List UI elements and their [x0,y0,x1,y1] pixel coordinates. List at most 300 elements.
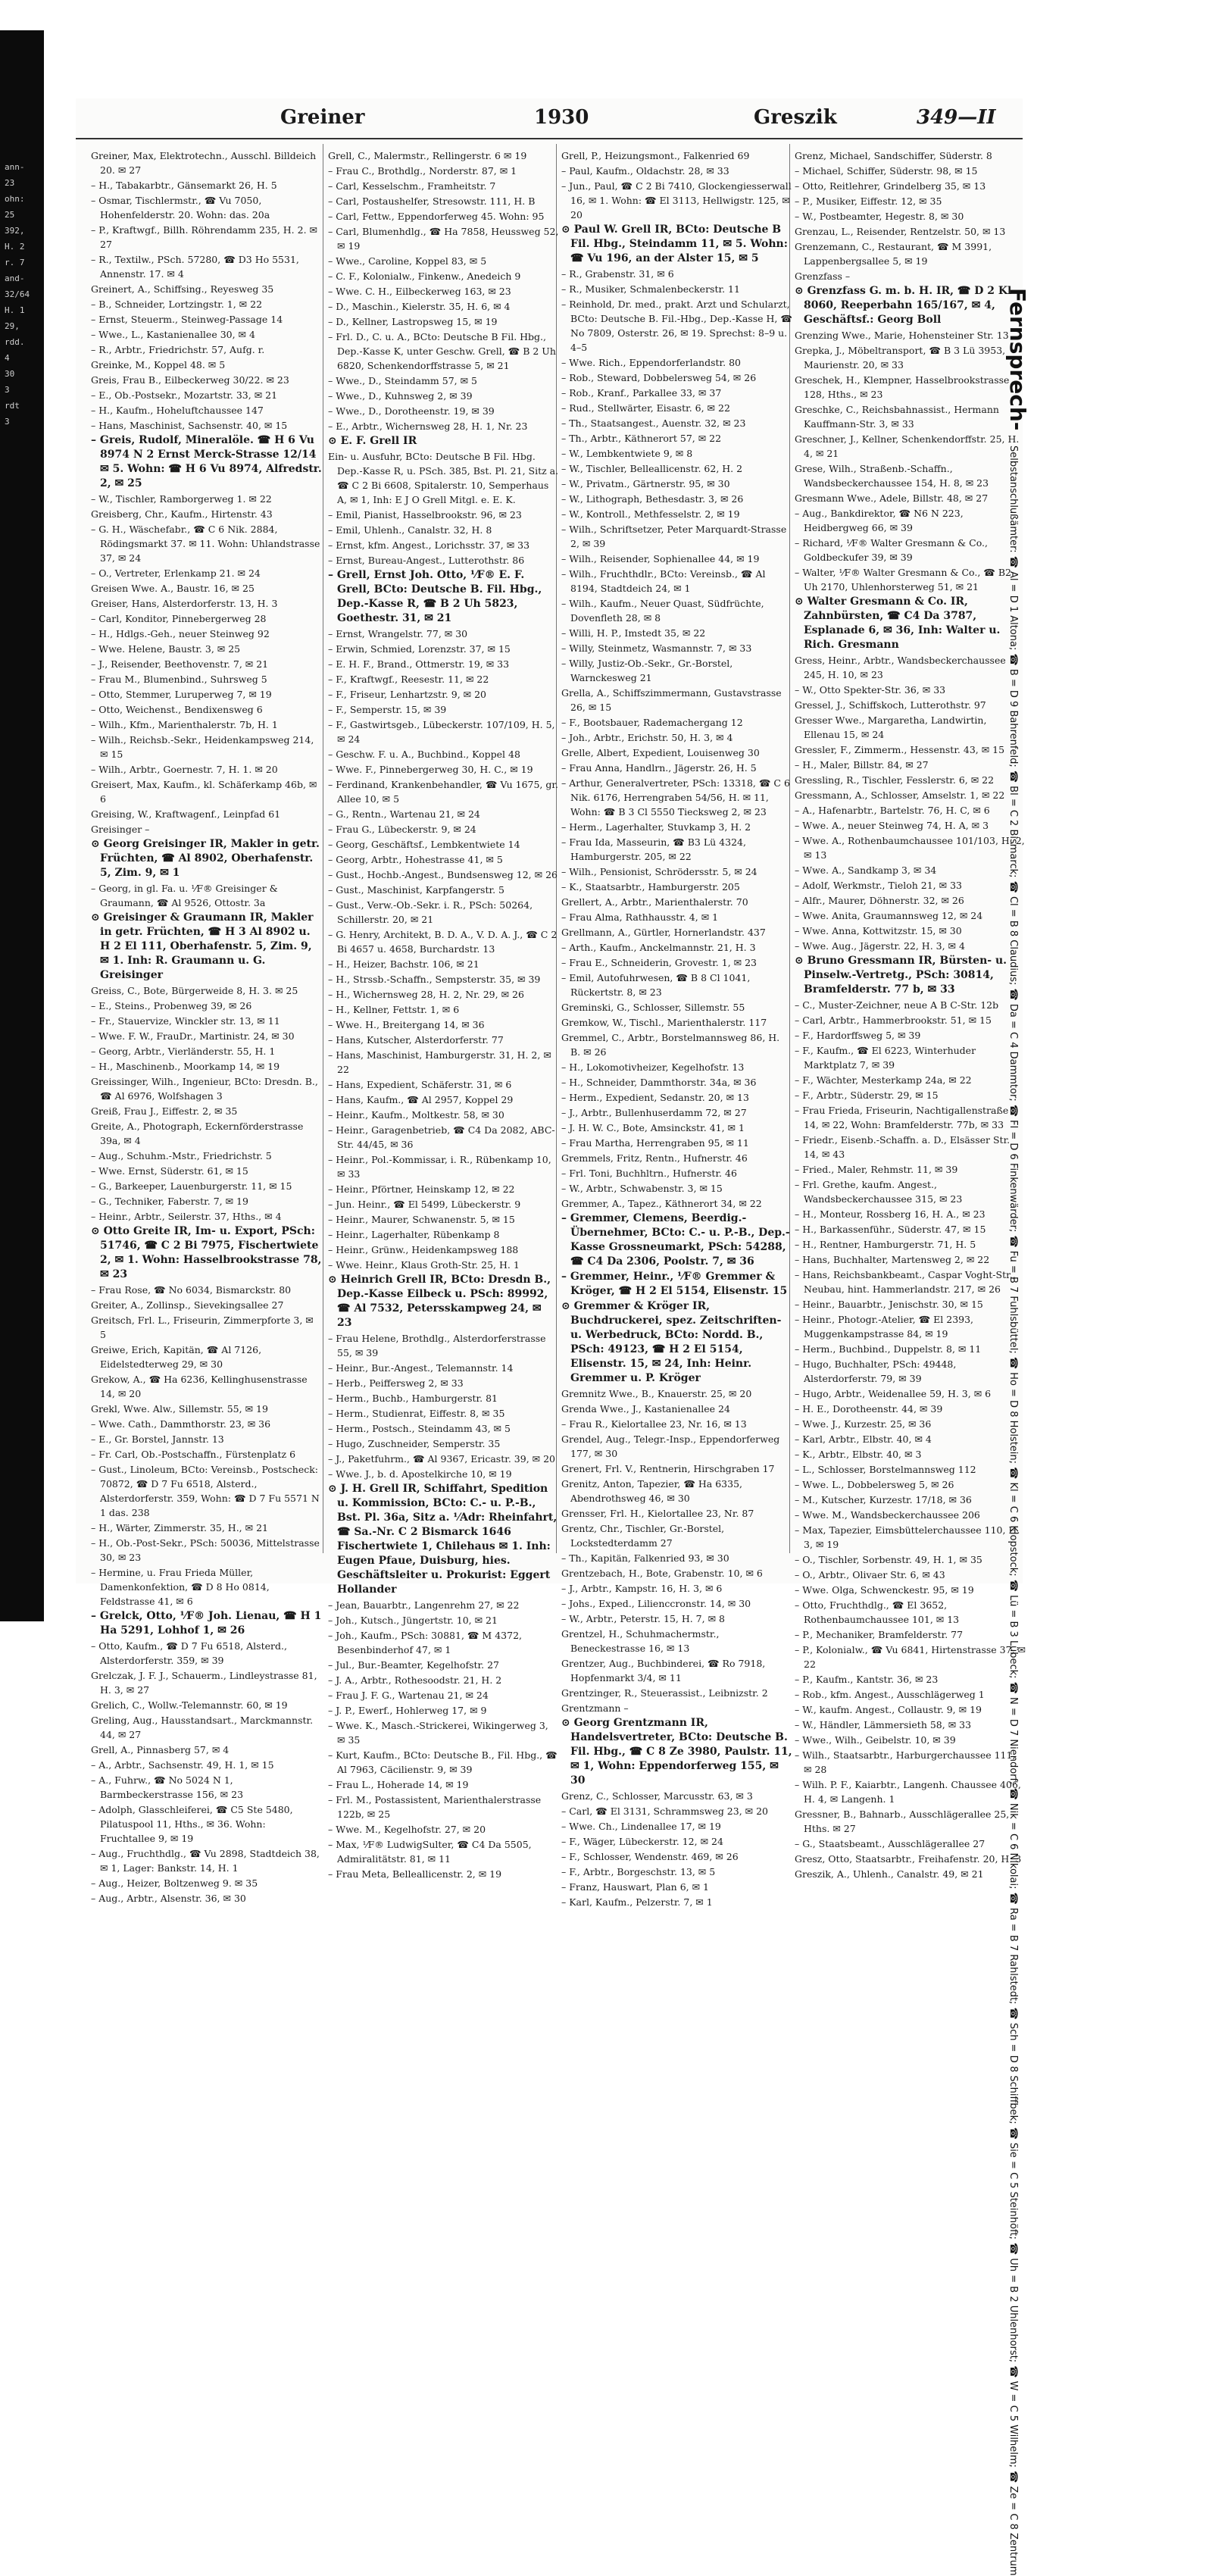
directory-entry: – Wwe. M., Kegelhofstr. 27, ✉ 20 [328,1824,486,1835]
directory-entry: – Hugo, Arbtr., Weidenallee 59, H. 3, ✉ 6 [795,1388,992,1399]
directory-entry: – Ernst, Steuerm., Steinweg-Passage 14 [91,314,283,325]
directory-entry: – J., Arbtr., Bullenhuserdamm 72, ✉ 27 [561,1107,747,1118]
directory-entry: Gremmer, A., Tapez., Käthnerort 34, ✉ 22 [561,1198,762,1209]
directory-entry: – Wwe. Anita, Graumannsweg 12, ✉ 24 [795,910,983,921]
directory-entry: – Gust., Hochb.-Angest., Bundsensweg 12, ✉ 26 [328,869,558,880]
directory-entry: – Heinr., Photogr.-Atelier, ☎ El 2393, Muggenkampstrasse 84, ✉ 19 [795,1314,974,1340]
directory-entry: – Wwe. A., neuer Steinweg 74, H. A, ✉ 3 [795,820,989,831]
directory-entry: – Otto, Reitlehrer, Grindelberg 35, ✉ 13 [795,180,986,192]
directory-entry: – G., Barkeeper, Lauenburgerstr. 11, ✉ 15 [91,1180,292,1192]
directory-entry: – R., Textilw., PSch. 57280, ☎ D3 Ho 5531, Annenstr. 17. ✉ 4 [91,254,299,280]
directory-entry: – Wwe. Heinr., Klaus Groth-Str. 25, H. 1 [328,1259,520,1271]
directory-entry: – Georg, in gl. Fa. u. ⅟F® Greisinger & Graumann, ☎ Al 9526, Ottostr. 3a [91,883,278,908]
directory-entry: Gressling, R., Tischler, Fesslerstr. 6, ✉ 22 [795,774,995,786]
directory-entry: – Heinr., Arbtr., Seilerstr. 37, Hths., ✉ 4 [91,1211,282,1222]
directory-entry: – Wwe., D., Dorotheenstr. 19, ✉ 39 [328,405,495,417]
directory-entry: ⊙ Otto Greite IR, Im- u. Export, PSch: 51746, ☎ C 2 Bi 7975, Fischertwiete 2, ✉ 1. Wohn: Hasselbrookstrasse 78, ✉ 23 [91,1225,322,1280]
directory-entry: – W., Händler, Lämmersieth 58, ✉ 33 [795,1719,972,1730]
directory-entry: – G., Rentn., Wartenau 21, ✉ 24 [328,808,480,820]
directory-entry: – Rud., Stellwärter, Eisastr. 6, ✉ 22 [561,402,730,414]
directory-entry: Grenert, Frl. V., Rentnerin, Hirschgraben 17 [561,1463,775,1474]
directory-entry: – Otto, Kaufm., ☎ D 7 Fu 6518, Alsterd., Alsterdorferstr. 359, ✉ 39 [91,1640,287,1666]
directory-entry: – Wilh., Pensionist, Schrödersstr. 5, ✉ 24 [561,866,758,877]
directory-entry: – Hans, Expedient, Schäferstr. 31, ✉ 6 [328,1079,512,1090]
directory-entry: Greminski, G., Schlosser, Sillemstr. 55 [561,1002,745,1013]
directory-entry: ⊙ Georg Greisinger IR, Makler in getr. Früchten, ☎ Al 8902, Oberhafenstr. 5, Zim. 9, ✉ 1 [91,838,320,879]
directory-entry: – Max, Tapezier, Eimsbüttelerchaussee 110, H. 3, ✉ 19 [795,1524,1020,1550]
directory-entry: – Herm., Postsch., Steindamm 43, ✉ 5 [328,1423,511,1434]
directory-entry: – Erwin, Schmied, Lorenzstr. 37, ✉ 15 [328,643,511,655]
directory-entry: – Hans, Reichsbankbeamt., Caspar Voght-Str., Neubau, hint. Hammerlandstr. 217, ✉ 26 [795,1269,1016,1295]
directory-entry: – W., Arbtr., Peterstr. 15, H. 7, ✉ 8 [561,1613,725,1624]
directory-entry: – Gremmer, Heinr., ⅟F® Gremmer & Kröger, ☎ H 2 El 5154, Elisenstr. 15 [561,1271,788,1297]
directory-entry: – Frl. D., C. u. A., BCto: Deutsche B Fil. Hbg., Dep.-Kasse K, unter Geschw. Grell, ☎ B 2 Uh 6820, Schenkendorffstrasse 5, ✉ 21 [328,331,556,371]
directory-entry: – F., Kraftwgf., Reesestr. 11, ✉ 22 [328,674,489,685]
directory-entry: – Rob., Kranf., Parkallee 33, ✉ 37 [561,387,722,399]
directory-entry: – Heinr., Maurer, Schwanenstr. 5, ✉ 15 [328,1214,515,1225]
directory-entry: – Joh., Arbtr., Erichstr. 50, H. 3, ✉ 4 [561,732,733,743]
directory-entry: – P., Kraftwgf., Billh. Röhrendamm 235, H. 2. ✉ 27 [91,224,317,250]
directory-entry: – Frau C., Brothdlg., Norderstr. 87, ✉ 1 [328,165,517,177]
directory-entry: – Frau Ida, Masseurin, ☎ B3 Lü 4324, Hamburgerstr. 205, ✉ 22 [561,836,746,862]
directory-entry: – Heinr., Pförtner, Heinskamp 12, ✉ 22 [328,1183,515,1195]
directory-entry: – Herm., Lagerhalter, Stuvkamp 3, H. 2 [561,821,751,833]
directory-entry: – Georg, Geschäftsf., Lembkentwiete 14 [328,839,520,850]
directory-entry: Greitsch, Frl. L., Friseurin, Zimmerpforte 3, ✉ 5 [91,1315,314,1340]
directory-entry: – Gremmer, Clemens, Beerdig.-Übernehmer, BCto: C.- u. P.-B., Dep.-Kasse Grossneumarkt, PSch: 54288, ☎ C4 Da 2306, Poolstr. 7, ✉ 36 [561,1212,790,1268]
directory-entry: – Ernst, Bureau-Angest., Lutterothstr. 86 [328,555,525,566]
directory-entry: Grendel, Aug., Telegr.-Insp., Eppendorferweg 177, ✉ 30 [561,1433,780,1459]
directory-entry: – Wwe., L., Kastanienallee 30, ✉ 4 [91,329,255,340]
header-page-number: 349—II [917,106,996,129]
directory-entry: – P., Musiker, Eiffestr. 12, ✉ 35 [795,195,942,207]
directory-entry: – Ernst, Wrangelstr. 77, ✉ 30 [328,628,468,639]
directory-entry: – Jul., Bur.-Beamter, Kegelhofstr. 27 [328,1659,499,1671]
directory-entry: Grellert, A., Arbtr., Marienthalerstr. 70 [561,896,748,908]
directory-entry: Greis, Frau B., Eilbeckerweg 30/22. ✉ 23 [91,374,289,386]
directory-entry: – F., Arbtr., Süderstr. 29, ✉ 15 [795,1089,939,1101]
column-1 [91,148,322,1904]
directory-entry: – Wwe., D., Steindamm 57, ✉ 5 [328,375,478,386]
directory-entry: – Th., Kapitän, Falkenried 93, ✉ 30 [561,1552,729,1564]
directory-entry: – Carl, Arbtr., Hammerbrookstr. 51, ✉ 15 [795,1014,992,1026]
directory-entry: – Hugo, Zuschneider, Semperstr. 35 [328,1438,501,1449]
directory-entry: Grepka, J., Möbeltransport, ☎ B 3 Lü 3953, Maurienstr. 20, ✉ 33 [795,345,1006,370]
directory-entry: Greschner, J., Kellner, Schenkendorffstr. 25, H. 4, ✉ 21 [795,433,1020,459]
directory-entry: – Hugo, Buchhalter, PSch: 49448, Alsterdorferstr. 79, ✉ 39 [795,1358,957,1384]
directory-entry: – E., Ob.-Postsekr., Mozartstr. 33, ✉ 21 [91,389,278,401]
directory-entry: – Wwe. Cath., Dammthorstr. 23, ✉ 36 [91,1418,271,1430]
directory-entry: – M., Kutscher, Kurzestr. 17/18, ✉ 36 [795,1494,972,1505]
directory-entry: Grenzfass – [795,270,851,282]
directory-entry: – J. H. W. C., Bote, Amsinckstr. 41, ✉ 1 [561,1122,745,1133]
directory-entry: – K., Staatsarbtr., Hamburgerstr. 205 [561,881,740,893]
directory-entry: – D., Kellner, Lastropsweg 15, ✉ 19 [328,316,498,327]
directory-entry: – G. Henry, Architekt, B. D. A., V. D. A. J., ☎ C 2 Bi 4657 u. 4658, Burchardstr. 13 [328,929,558,955]
directory-entry: Greiter, A., Zollinsp., Sievekingsallee 27 [91,1299,284,1311]
directory-entry: – Frau Meta, Belleallicenstr. 2, ✉ 19 [328,1868,502,1880]
directory-entry: Grenda Wwe., J., Kastanienallee 24 [561,1403,730,1415]
directory-entry: Greiß, Frau J., Eiffestr. 2, ✉ 35 [91,1105,238,1117]
directory-entry: – Hans, Maschinist, Hamburgerstr. 31, H. 2, ✉ 22 [328,1049,551,1075]
directory-entry: Greisen Wwe. A., Baustr. 16, ✉ 25 [91,583,255,594]
directory-entry: – F., Gastwirtsgeb., Lübeckerstr. 107/109, H. 5, ✉ 24 [328,719,555,745]
directory-entry: – Joh., Kutsch., Jüngertstr. 10, ✉ 21 [328,1615,498,1626]
directory-entry: – H., Schneider, Dammthorstr. 34a, ✉ 36 [561,1077,757,1088]
directory-entry: – Wilh. P. F., Kaiarbtr., Langenh. Chaussee 406, H. 4, ✉ Langenh. 1 [795,1779,1021,1805]
directory-entry: ⊙ Bruno Gressmann IR, Bürsten- u. Pinselw.-Vertretg., PSch: 30814, Bramfelderstr. 77 b, ✉ 33 [795,955,1007,996]
directory-entry: – H., Wichernsweg 28, H. 2, Nr. 29, ✉ 26 [328,989,524,1000]
directory-entry: Ein- u. Ausfuhr, BCto: Deutsche B Fil. Hbg. Dep.-Kasse R, u. PSch. 385, Bst. Pl. 21, Sitz a. ☎ C 2 Bi 6608, Spitalerstr. 10, Semperhaus A, ✉ 1, Inh: E J O Grell Mitgl. e. E. K. [328,451,559,505]
directory-entry: – R., Arbtr., Friedrichstr. 57, Aufg. r. [91,344,265,355]
directory-entry: – G., Staatsbeamt., Ausschlägerallee 27 [795,1838,986,1849]
directory-entry: – Frl. M., Postassistent, Marienthalerstrasse 122b, ✉ 25 [328,1794,542,1820]
directory-entry: – Aug., Schuhm.-Mstr., Friedrichstr. 5 [91,1150,272,1161]
directory-entry: – Frau E., Schneiderin, Grovestr. 1, ✉ 23 [561,957,758,968]
directory-entry: – J. P., Ewerf., Hohlerweg 17, ✉ 9 [328,1705,487,1716]
directory-entry: Greite, A., Photograph, Eckernförderstrasse 39a, ✉ 4 [91,1121,304,1146]
directory-entry: Grellmann, A., Gürtler, Hornerlandstr. 437 [561,927,766,938]
directory-entry: Grenitz, Anton, Tapezier, ☎ Ha 6335, Abendrothsweg 46, ✉ 30 [561,1478,742,1504]
directory-entry: – Carl, Blumenhdlg., ☎ Ha 7858, Heussweg 52, ✉ 19 [328,226,559,252]
directory-entry: – Frau J. F. G., Wartenau 21, ✉ 24 [328,1690,489,1701]
directory-entry: – Jun., Paul, ☎ C 2 Bi 7410, Glockengiesserwall 16, ✉ 1. Wohn: ☎ El 3113, Hellwigstr. 125, ✉ 20 [561,180,792,220]
directory-entry: – F., Hardorffsweg 5, ✉ 39 [795,1030,921,1041]
directory-entry: Grensser, Frl. H., Kielortallee 23, Nr. 87 [561,1508,754,1519]
directory-entry: Gressel, J., Schiffskoch, Lutterothstr. 97 [795,699,986,711]
directory-entry: – Karl, Arbtr., Elbstr. 40, ✉ 4 [795,1433,932,1445]
directory-entry: – Arth., Kaufm., Anckelmannstr. 21, H. 3 [561,942,756,953]
directory-entry: – Heinr., Garagenbetrieb, ☎ C4 Da 2082, ABC-Str. 44/45, ✉ 36 [328,1124,555,1150]
directory-entry: – Reinhold, Dr. med., prakt. Arzt und Schularzt, BCto: Deutsche B. Fil.-Hbg., Dep.-Kasse H, ☎ No 7809, Osterstr. 26, ✉ 19. Sprechst: 8–9 u. 4–5 [561,299,792,353]
directory-entry: – Frau Frieda, Friseurin, Nachtigallenstraße 14, ✉ 22, Wohn: Bramfelderstr. 77b, ✉ 33 [795,1105,1009,1130]
directory-entry: Greissinger, Wilh., Ingenieur, BCto: Dresdn. B., ☎ Al 6976, Wolfshagen 3 [91,1076,318,1102]
directory-entry: Grelle, Albert, Expedient, Louisenweg 30 [561,747,760,758]
header-rule [76,138,1023,139]
directory-entry: – H., Rentner, Hamburgerstr. 71, H. 5 [795,1239,976,1250]
directory-entry: – Gust., Maschinist, Karpfangerstr. 5 [328,884,504,896]
directory-entry: – Wwe., D., Kuhnsweg 2, ✉ 39 [328,390,473,402]
directory-entry: Grella, A., Schiffszimmermann, Gustavstrasse 26, ✉ 15 [561,687,782,713]
directory-entry: ⊙ Gremmer & Kröger IR, Buchdruckerei, spez. Zeitschriften- u. Werbedruck, BCto: Nordd. B., PSch: 49123, ☎ H 2 El 5154, Elisenstr. 15, ✉ 24, Inh: Heinr. Gremmer u. P. Kröger [561,1300,782,1384]
directory-entry: – Alfr., Maurer, Döhnerstr. 32, ✉ 26 [795,895,964,906]
directory-entry: – F., Kaufm., ☎ El 6223, Winterhuder Marktplatz 7, ✉ 39 [795,1045,976,1071]
directory-entry: – E. H. F., Brand., Ottmerstr. 19, ✉ 33 [328,658,510,670]
directory-entry: – Adolf, Werkmstr., Tieloh 21, ✉ 33 [795,880,962,891]
directory-entry: – Wwe. Aug., Jägerstr. 22, H. 3, ✉ 4 [795,940,965,952]
directory-entry: – H., Lokomotivheizer, Kegelhofstr. 13 [561,1061,745,1073]
directory-entry: – W., Postbeamter, Hegestr. 8, ✉ 30 [795,211,964,222]
directory-entry: – H., Kaufm., Hoheluftchaussee 147 [91,405,264,416]
directory-entry: – Heinr., Pol.-Kommissar, i. R., Rübenkamp 10, ✉ 33 [328,1154,551,1180]
directory-entry: – Grelck, Otto, ⅟F® Joh. Lienau, ☎ H 1 Ha 5291, Lohhof 1, ✉ 26 [91,1610,322,1637]
directory-entry: – Wwe. L., Dobbelersweg 5, ✉ 26 [795,1479,954,1490]
directory-entry: – Ernst, kfm. Angest., Lorichsstr. 37, ✉ 33 [328,539,530,551]
directory-entry: – Heinr., Bauarbtr., Jenischstr. 30, ✉ 15 [795,1299,983,1310]
directory-entry: – Emil, Uhlenh., Canalstr. 32, H. 8 [328,524,492,536]
directory-entry: – Wilh., Arbtr., Goernestr. 7, H. 1. ✉ 20 [91,764,278,775]
directory-entry: Greinert, A., Schiffsing., Reyesweg 35 [91,283,274,295]
directory-entry: – W., Otto Spekter-Str. 36, ✉ 33 [795,684,946,696]
directory-entry: – K., Arbtr., Elbstr. 40, ✉ 3 [795,1449,922,1460]
directory-entry: Grenzemann, C., Restaurant, ☎ M 3991, Lappenbergsallee 5, ✉ 19 [795,241,992,267]
directory-entry: Gressmann, A., Schlosser, Amselstr. 1, ✉ 22 [795,789,1005,801]
directory-entry: – Carl, Postaushelfer, Stresowstr. 111, H. B [328,195,536,207]
directory-entry: – Franz, Hauswart, Plan 6, ✉ 1 [561,1881,710,1893]
directory-entry: Grenzing Wwe., Marie, Hohensteiner Str. 13 [795,330,1009,341]
directory-entry: – H., Maschinenb., Moorkamp 14, ✉ 19 [91,1061,280,1072]
directory-entry: – Michael, Schiffer, Süderstr. 98, ✉ 15 [795,165,978,177]
directory-entry: Greisinger – [91,824,150,835]
directory-entry: Greszik, A., Uhlenh., Canalstr. 49, ✉ 21 [795,1868,984,1880]
directory-entry: – Willy, Justiz-Ob.-Sekr., Gr.-Borstel, Warnckesweg 21 [561,658,733,683]
directory-entry: Grenz, C., Schlosser, Marcusstr. 63, ✉ 3 [561,1790,753,1802]
directory-entry: Gremkow, W., Tischl., Marienthalerstr. 117 [561,1017,767,1028]
directory-entry: Grelczak, J. F. J., Schauerm., Lindleystrasse 81, H. 3, ✉ 27 [91,1670,317,1696]
directory-entry: – Arthur, Generalvertreter, PSch: 13318, ☎ C 6 Nik. 6176, Herrengraben 54/56, H. ✉ 11, Wohn: ☎ B 3 Cl 5550 Tiecksweg 2, ✉ 23 [561,777,790,818]
directory-entry: Grentzer, Aug., Buchbinderei, ☎ Ro 7918, Hopfenmarkt 3/4, ✉ 11 [561,1658,766,1683]
directory-entry: Gresz, Otto, Staatsarbtr., Freihafenstr. 20, H. 3 [795,1853,1022,1865]
directory-entry: – Johs., Exped., Lilienccronstr. 14, ✉ 30 [561,1598,751,1609]
column-2 [328,148,559,1880]
directory-entry: – Frau R., Kielortallee 23, Nr. 16, ✉ 13 [561,1418,747,1430]
directory-entry: – O., Tischler, Sorbenstr. 49, H. 1, ✉ 35 [795,1554,982,1565]
directory-entry: Grell, P., Heizungsmont., Falkenried 69 [561,150,750,161]
directory-entry: – Wwe. H., Breitergang 14, ✉ 36 [328,1019,485,1030]
directory-entry: Grentzel, H., Schuhmachermstr., Beneckestrasse 16, ✉ 13 [561,1628,720,1654]
directory-entry: Grelich, C., Wollw.-Telemannstr. 60, ✉ 19 [91,1699,288,1711]
directory-entry: – Otto, Weichenst., Bendixensweg 6 [91,704,263,715]
directory-entry: Greising, W., Kraftwagenf., Leinpfad 61 [91,808,281,820]
directory-entry: – Th., Staatsangest., Auenstr. 32, ✉ 23 [561,417,746,429]
directory-entry: – F., Arbtr., Borgeschstr. 13, ✉ 5 [561,1866,716,1877]
directory-entry: Greiser, Hans, Alsterdorferstr. 13, H. 3 [91,598,278,609]
directory-entry: Greschek, H., Klempner, Hasselbrookstrasse 128, Hths., ✉ 23 [795,374,1010,400]
directory-entry: Gressler, F., Zimmerm., Hessenstr. 43, ✉ 15 [795,744,1005,755]
directory-entry: – Willy, Steinmetz, Wasmannstr. 7, ✉ 33 [561,642,752,654]
page-header [76,106,1023,136]
directory-entry: – Max, ⅟F® LudwigSulter, ☎ C4 Da 5505, Admiralitätstr. 81, ✉ 11 [328,1839,532,1865]
directory-entry: – Wilh., Schriftsetzer, Peter Marquardt-Strasse 2, ✉ 39 [561,524,787,549]
directory-entry: – Wwe. Helene, Baustr. 3, ✉ 25 [91,643,241,655]
directory-entry: – W., Kontroll., Methfesselstr. 2, ✉ 19 [561,508,740,520]
directory-entry: – Wwe. Anna, Kottwitzstr. 15, ✉ 30 [795,925,962,936]
directory-entry: ⊙ Paul W. Grell IR, BCto: Deutsche B Fil. Hbg., Steindamm 11, ✉ 5. Wohn: ☎ Vu 196, an der Alster 15, ✉ 5 [561,224,788,264]
directory-entry: ⊙ Walter Gresmann & Co. IR, Zahnbürsten, ☎ C4 Da 3787, Esplanade 6, ✉ 36, Inh: Walter u. Rich. Gresmann [795,596,1001,651]
directory-entry: – P., Kaufm., Kantstr. 36, ✉ 23 [795,1674,939,1685]
directory-entry: – Kurt, Kaufm., BCto: Deutsche B., Fil. Hbg., ☎ Al 7963, Cäcilienstr. 9, ✉ 39 [328,1749,558,1775]
directory-entry: – Friedr., Eisenb.-Schaffn. a. D., Elsässer Str. 14, ✉ 43 [795,1134,1011,1160]
directory-entry: – G. H., Wäschefabr., ☎ C 6 Nik. 2884, Rödingsmarkt 37. ✉ 11. Wohn: Uhlandstrasse 37, ✉ 24 [91,524,320,564]
directory-entry: – Th., Arbtr., Käthnerort 57, ✉ 22 [561,433,722,444]
adjacent-page-edge [0,30,44,1621]
directory-entry: – Wilh., Kfm., Marienthalerstr. 7b, H. 1 [91,719,278,730]
directory-entry: – O., Vertreter, Erlenkamp 21. ✉ 24 [91,567,261,579]
directory-entry: Grese, Wilh., Straßenb.-Schaffn., Wandsbeckerchaussee 154, H. 8, ✉ 23 [795,463,989,489]
adjacent-page-text: ann- 23 ohn: 25 392, H. 2 r. 7 and- 32/64 H. 1 29, rdd. 4 30 3 rdt 3 [5,162,30,427]
directory-entry: – B., Schneider, Lortzingstr. 1, ✉ 22 [91,299,263,310]
directory-entry: Greisert, Max, Kaufm., kl. Schäferkamp 46b, ✉ 6 [91,779,317,805]
directory-entry: – Heinr., Bur.-Angest., Telemannstr. 14 [328,1362,514,1374]
directory-entry: – Wwe. C. H., Eilbeckerweg 163, ✉ 23 [328,286,511,297]
side-title: Fernsprech- [1005,288,1030,431]
directory-entry: – Wwe. Ernst, Süderstr. 61, ✉ 15 [91,1165,248,1177]
directory-entry: – R., Musiker, Schmalenbeckerstr. 11 [561,283,740,295]
directory-entry: – H., Kellner, Fettstr. 1, ✉ 6 [328,1004,460,1015]
directory-entry: – Wwe. A., Rothenbaumchaussee 101/103, H. 2, ✉ 13 [795,835,1025,861]
directory-entry: Greiss, C., Bote, Bürgerweide 8, H. 3. ✉ 25 [91,985,298,996]
directory-entry: – Gust., Verw.-Ob.-Sekr. i. R., PSch: 50264, Schillerstr. 20, ✉ 21 [328,899,533,925]
directory-entry: – W., Privatm., Gärtnerstr. 95, ✉ 30 [561,478,730,489]
directory-entry: – Frau Anna, Handlrn., Jägerstr. 26, H. 5 [561,762,757,774]
directory-entry: Grenzau, L., Reisender, Rentzelstr. 50, ✉ 13 [795,226,1006,237]
directory-entry: – Emil, Autofuhrwesen, ☎ B 8 Cl 1041, Rückertstr. 8, ✉ 23 [561,972,751,998]
directory-entry: – Wwe., Wilh., Geibelstr. 10, ✉ 39 [795,1734,956,1746]
directory-entry: – Paul, Kaufm., Oldachstr. 28, ✉ 33 [561,165,729,177]
directory-entry: Gresmann Wwe., Adele, Billstr. 48, ✉ 27 [795,492,989,504]
directory-entry: – Karl, Kaufm., Pelzerstr. 7, ✉ 1 [561,1896,713,1908]
directory-entry: – Herm., Buchb., Hamburgerstr. 81 [328,1393,498,1404]
directory-entry: – L., Schlosser, Borstelmannsweg 112 [795,1464,976,1475]
directory-entry: – Walter, ⅟F® Walter Gresmann & Co., ☎ B2 Uh 2170, Uhlenhorsterweg 51, ✉ 21 [795,567,1011,592]
directory-entry: Greschke, C., Reichsbahnassist., Hermann Kauffmann-Str. 3, ✉ 33 [795,404,999,430]
directory-entry: Grentzinger, R., Steuerassist., Leibnizstr. 2 [561,1687,768,1699]
directory-entry: Grentzmann – [561,1702,629,1714]
side-exchange-list: Selbstanschlußämter: ☎ Al = D 1 Altona; ☎ B = D 9 Bahrenfeld; ☎ Bl = C 2 Bismarck; ☎ Cl = B 8 Claudius; ☎ Da = C 4 Dammtor; ☎ Fl = D 6 Finkenwärder; ☎ Fu = B 7 Fuhlsbüttel; ☎ Ho = D 8 Holstein; ☎ Kl = C 6 Klopstock; ☎ Lü = B 3 Lübeck; ☎ N = D 7 Niendorf; ☎ Nik = C 6 Nikolai; ☎ Ra = B 7 Rahlstedt; ☎ Sch = D 8 Schiffbek; ☎ Sie = C 5 Steinhöft; ☎ Uh = B 2 Uhlenhorst; ☎ W = C 5 Wilhelm; ☎ Ze = C 8 Zentrum [1007,445,1019,2576]
directory-entry: – Frau M., Blumenbind., Suhrsweg 5 [91,674,267,685]
directory-entry: – Carl, Kesselschm., Framheitstr. 7 [328,180,496,192]
directory-entry: – Greis, Rudolf, Mineralöle. ☎ H 6 Vu 8974 N 2 Ernst Merck-Strasse 12/14 ✉ 5. Wohn: ☎ H 6 Vu 8974, Alfredstr. 2, ✉ 25 [91,434,322,489]
directory-entry: – O., Arbtr., Olivaer Str. 6, ✉ 43 [795,1569,945,1580]
directory-entry: ⊙ Heinrich Grell IR, BCto: Dresdn B., Dep.-Kasse Eilbeck u. PSch: 89992, ☎ Al 7532, Petersskampweg 24, ✉ 23 [328,1274,551,1329]
directory-entry: Greinke, M., Koppel 48. ✉ 5 [91,359,226,370]
directory-entry: – H., Tabakarbtr., Gänsemarkt 26, H. 5 [91,180,277,191]
directory-entry: Greling, Aug., Hausstandsart., Marckmannstr. 44, ✉ 27 [91,1715,314,1740]
directory-entry: – Jean, Bauarbtr., Langenrehm 27, ✉ 22 [328,1599,520,1611]
directory-entry: – J., Reisender, Beethovenstr. 7, ✉ 21 [91,658,269,670]
directory-entry: – Wilh., Staatsarbtr., Harburgerchaussee 111, ✉ 28 [795,1749,1016,1775]
directory-entry: – Frau G., Lübeckerstr. 9, ✉ 24 [328,824,476,835]
directory-entry: – E., Gr. Borstel, Jannstr. 13 [91,1433,224,1445]
directory-entry: Gremmel, C., Arbtr., Borstelmannsweg 86, H. B. ✉ 26 [561,1032,780,1058]
directory-entry: – H., Ob.-Post-Sekr., PSch: 50036, Mittelstrasse 30, ✉ 23 [91,1537,320,1563]
directory-entry: ⊙ Grenzfass G. m. b. H. IR, ☎ D 2 Kl 8060, Reeperbahn 165/167, ✉ 4, Geschäftsf.: Georg Boll [795,285,1012,326]
directory-entry: – Georg, Arbtr., Vierländerstr. 55, H. 1 [91,1046,276,1057]
directory-entry: Gress, Heinr., Arbtr., Wandsbeckerchaussee 245, H. 10, ✉ 23 [795,655,1006,680]
directory-entry: Gresser Wwe., Margaretha, Landwirtin, Ellenau 15, ✉ 24 [795,714,987,740]
directory-entry: – Frau Martha, Herrengraben 95, ✉ 11 [561,1137,749,1149]
directory-entry: – H., Barkassenführ., Süderstr. 47, ✉ 15 [795,1224,986,1235]
directory-entry: – Frau Rose, ☎ No 6034, Bismarckstr. 80 [91,1284,292,1296]
directory-entry: – Wwe. Olga, Schwenckestr. 95, ✉ 19 [795,1584,974,1596]
directory-entry: – Aug., Fruchthdlg., ☎ Vu 2898, Stadtdeich 38, ✉ 1, Lager: Bankstr. 14, H. 1 [91,1848,320,1874]
directory-entry: – Hermine, u. Frau Frieda Müller, Damenkonfektion, ☎ D 8 Ho 0814, Feldstrasse 41, ✉ 6 [91,1567,270,1607]
directory-entry: – A., Hafenarbtr., Bartelstr. 76, H. C, ✉ 6 [795,805,990,816]
directory-entry: – Hans, Maschinist, Sachsenstr. 40, ✉ 15 [91,420,288,431]
directory-entry: Gremnitz Wwe., B., Knauerstr. 25, ✉ 20 [561,1388,752,1399]
directory-entry: – Jun. Heinr., ☎ El 5499, Lübeckerstr. 9 [328,1199,521,1210]
directory-entry: – Wwe. F., Pinnebergerweg 30, H. C., ✉ 19 [328,764,533,775]
directory-entry: – P., Kolonialw., ☎ Vu 6841, Hirtenstrasse 37, ✉ 22 [795,1644,1026,1670]
directory-entry: – J., Paketfuhrm., ☎ Al 9367, Ericastr. 39, ✉ 20 [328,1453,555,1465]
directory-entry: – Frau Alma, Rathhausstr. 4, ✉ 1 [561,911,719,923]
directory-entry: – Wwe. F. W., FrauDr., Martinistr. 24, ✉ 30 [91,1030,295,1042]
directory-entry: – Carl, Fettw., Eppendorferweg 45. Wohn: 95 [328,211,545,222]
directory-entry: – Wwe. K., Masch.-Strickerei, Wikingerweg 3, ✉ 35 [328,1720,548,1746]
directory-entry: – Wilh., Reisender, Sophienallee 44, ✉ 19 [561,553,760,564]
directory-entry: – Joh., Kaufm., PSch: 30881, ☎ M 4372, Besenbinderhof 47, ✉ 1 [328,1630,522,1655]
header-last-name: Greszik [754,106,837,129]
directory-entry: – Herm., Buchbind., Duppelstr. 8, ✉ 11 [795,1343,982,1355]
directory-entry: – J. A., Arbtr., Rothesoodstr. 21, H. 2 [328,1674,502,1686]
directory-entry: – Hans, Kutscher, Alsterdorferstr. 77 [328,1034,504,1046]
directory-entry: – Wwe. A., Sandkamp 3, ✉ 34 [795,864,937,876]
directory-entry: – Frl. Grethe, kaufm. Angest., Wandsbeckerchaussee 315, ✉ 23 [795,1179,963,1205]
header-first-name: Greiner [280,106,365,129]
directory-entry: – Otto, Stemmer, Luruperweg 7, ✉ 19 [91,689,272,700]
directory-entry: – D., Maschin., Kielerstr. 35, H. 6, ✉ 4 [328,301,511,312]
directory-entry: Greiwe, Erich, Kapitän, ☎ Al 7126, Eidelstedterweg 29, ✉ 30 [91,1344,262,1370]
header-year: 1930 [534,106,589,129]
directory-entry: Grell, C., Malermstr., Rellingerstr. 6 ✉ 19 [328,150,527,161]
directory-entry: – W., Lithograph, Bethesdastr. 3, ✉ 26 [561,493,744,505]
directory-entry: – F., Friseur, Lenhartzstr. 9, ✉ 20 [328,689,487,700]
directory-entry: – Fr., Stauervize, Winckler str. 13, ✉ 11 [91,1015,280,1027]
directory-entry: – A., Fuhrw., ☎ No 5024 N 1, Barmbeckerstrasse 156, ✉ 23 [91,1774,244,1800]
directory-entry: – Wwe. J., Kurzestr. 25, ✉ 36 [795,1418,932,1430]
directory-entry: – Aug., Bankdirektor, ☎ N6 N 223, Heidbergweg 66, ✉ 39 [795,508,964,533]
directory-entry: – W., Lembkentwiete 9, ✉ 8 [561,448,693,459]
directory-entry: – A., Arbtr., Sachsenstr. 49, H. 1, ✉ 15 [91,1759,274,1771]
directory-entry: – Frl. Toni, Buchhltrn., Hufnerstr. 46 [561,1168,737,1179]
directory-entry: – H., Monteur, Rossberg 16, H. A., ✉ 23 [795,1208,986,1220]
directory-entry: – W., Tischler, Belleallicenstr. 62, H. 2 [561,463,743,474]
directory-entry: – Carl, ☎ El 3131, Schrammsweg 23, ✉ 20 [561,1805,768,1817]
column-3 [561,148,792,1908]
directory-entry: ⊙ Georg Grentzmann IR, Handelsvertreter, BCto: Deutsche B. Fil. Hbg., ☎ C 8 Ze 3980, Paulstr. 11, ✉ 1, Wohn: Eppendorferweg 155, ✉ 30 [561,1717,792,1787]
directory-entry: – Otto, Fruchthdlg., ☎ El 3652, Rothenbaumchaussee 101, ✉ 13 [795,1599,960,1625]
directory-entry: – Willi, H. P., Imstedt 35, ✉ 22 [561,627,706,639]
directory-entry: – Wilh., Kaufm., Neuer Quast, Südfrüchte, Dovenfleth 28, ✉ 8 [561,598,764,624]
directory-entry: Gremmels, Fritz, Rentn., Hufnerstr. 46 [561,1152,748,1164]
directory-entry: Grell, A., Pinnasberg 57, ✉ 4 [91,1744,230,1755]
directory-entry: – H., Heizer, Bachstr. 106, ✉ 21 [328,958,479,970]
directory-entry: Greiner, Max, Elektrotechn., Ausschl. Billdeich 20. ✉ 27 [91,150,317,176]
directory-entry: – Herm., Studienrat, Eiffestr. 8, ✉ 35 [328,1408,505,1419]
directory-entry: – Wwe. J., b. d. Apostelkirche 10, ✉ 19 [328,1468,512,1480]
directory-entry: – Hans, Kaufm., ☎ Al 2957, Koppel 29 [328,1094,514,1105]
directory-entry: – Rob., Steward, Dobbelersweg 54, ✉ 26 [561,372,757,383]
directory-entry: – Wwe. Ch., Lindenallee 17, ✉ 19 [561,1821,721,1832]
directory-entry: – Geschw. F. u. A., Buchbind., Koppel 48 [328,749,520,760]
directory-entry: ⊙ E. F. Grell IR [328,435,417,447]
directory-entry: – Heinr., Lagerhalter, Rübenkamp 8 [328,1229,500,1240]
directory-entry: – Richard, ⅟F® Walter Gresmann & Co., Goldbeckufer 39, ✉ 39 [795,537,988,563]
directory-entry: – W., Arbtr., Schwabenstr. 3, ✉ 15 [561,1183,723,1194]
directory-entry: – Emil, Pianist, Hasselbrookstr. 96, ✉ 23 [328,509,522,521]
directory-entry: – Wwe. Rich., Eppendorferlandstr. 80 [561,357,741,368]
directory-entry: – H., Maler, Billstr. 84, ✉ 27 [795,759,929,771]
directory-entry: – W., kaufm. Angest., Collaustr. 9, ✉ 19 [795,1704,982,1715]
directory-entry: – Herb., Peiffersweg 2, ✉ 33 [328,1377,464,1389]
directory-entry: – H., Wärter, Zimmerstr. 35, H., ✉ 21 [91,1522,268,1533]
directory-entry: – Herm., Expedient, Sedanstr. 20, ✉ 13 [561,1092,749,1103]
directory-entry: – F., Wäger, Lübeckerstr. 12, ✉ 24 [561,1836,723,1847]
directory-entry: – J., Arbtr., Kampstr. 16, H. 3, ✉ 6 [561,1583,723,1594]
directory-entry: – C. F., Kolonialw., Finkenw., Anedeich 9 [328,270,521,282]
directory-entry: – C., Muster-Zeichner, neue A B C-Str. 12b [795,999,999,1011]
directory-entry: – F., Bootsbauer, Rademachergang 12 [561,717,743,728]
